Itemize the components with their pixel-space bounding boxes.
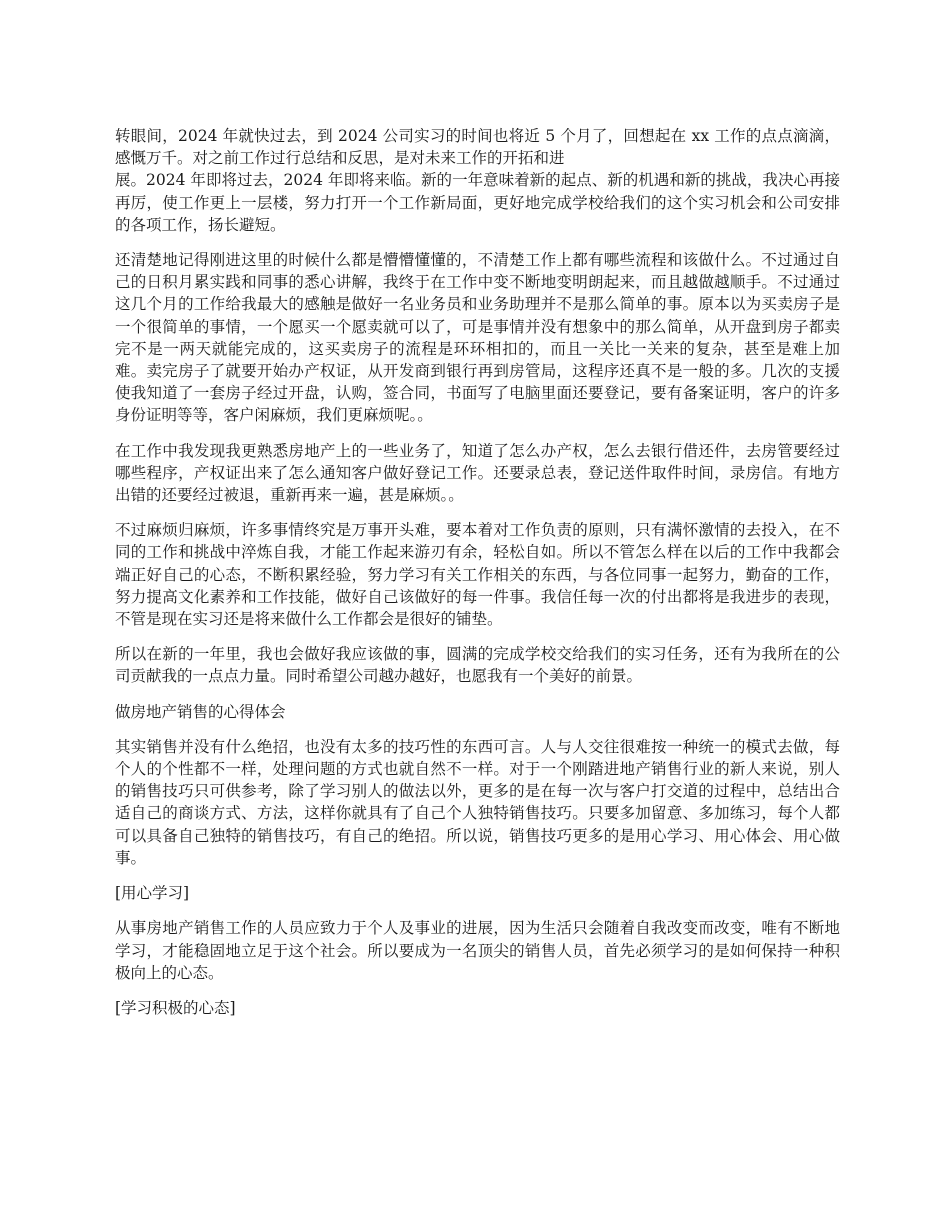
section-heading-positive-attitude: [学习积极的心态] bbox=[115, 998, 236, 1017]
paragraph-continuous-learning: 从事房地产销售工作的人员应致力于个人及事业的进展，因为生活只会随着自我改变而改变，唯有不断地学习，才能稳固地立足于这个社会。所以要成为一名顶尖的销售人员，首先必须学习的是如何保持一种积极向上的心态。 bbox=[115, 919, 840, 982]
paragraph-sales-techniques: 其实销售并没有什么绝招，也没有太多的技巧性的东西可言。人与人交往很难按一种统一的模式去做，每个人的个性都不一样，处理问题的方式也就自然不一样。对于一个刚踏进地产销售行业的新人来说，别人的销售技巧只可供参考，除了学习别人的做法以外，更多的是在每一次与客户打交道的过程中，总结出合适自己的商谈方式、方法，这样你就具有了自己个人独特销售技巧。只要多加留意、多加练习，每个人都可以具备自己独特的销售技巧，有自己的绝招。所以说，销售技巧更多的是用心学习、用心体会、用心做事。 bbox=[115, 737, 840, 867]
paragraph-attitude: 不过麻烦归麻烦，许多事情终究是万事开头难，要本着对工作负责的原则，只有满怀激情的去投入，在不同的工作和挑战中淬炼自我，才能工作起来游刃有余，轻松自如。所以不管怎么样在以后的工作中我都会端正好自己的心态，不断积累经验，努力学习有关工作相关的东西，与各位同事一起努力，勤奋的工作，努力提高文化素养和工作技能，做好自己该做好的每一件事。我信任每一次的付出都将是我进步的表现，不管是现在实习还是将来做什么工作都会是很好的铺垫。 bbox=[115, 521, 840, 629]
paragraph-new-year: 所以在新的一年里，我也会做好我应该做的事，圆满的完成学校交给我们的实习任务，还有为我所在的公司贡献我的一点点力量。同时希望公司越办越好，也愿我有一个美好的前景。 bbox=[115, 645, 840, 686]
paragraph-intro: 转眼间，2024 年就快过去，到 2024 公司实习的时间也将近 5 个月了，回想起在 xx 工作的点点滴滴，感慨万千。对之前工作过行总结和反思，是对未来工作的开拓和进 展。2024 年即将过去，2024 年即将来临。新的一年意味着新的起点、新的机遇和新的挑战，我决心再接再厉，使工作更上一层楼，努力打开一个工作新局面，更好地完成学校给我们的这个实习机会和公司安排的各项工作，扬长避短。 bbox=[115, 127, 840, 234]
paragraph-business-familiarity: 在工作中我发现我更熟悉房地产上的一些业务了，知道了怎么办产权，怎么去银行借还件，去房管要经过哪些程序，产权证出来了怎么通知客户做好登记工作。还要录总表，登记送件取件时间，录房信。有地方出错的还要经过被退，重新再来一遍，甚是麻烦。。 bbox=[115, 441, 840, 505]
paragraph-early-days: 还清楚地记得刚进这里的时候什么都是懵懵懂懂的，不清楚工作上都有哪些流程和该做什么。不过通过自己的日积月累实践和同事的悉心讲解，我终于在工作中变不断地变明朗起来，而且越做越顺手。不过通过这几个月的工作给我最大的感触是做好一名业务员和业务助理并不是那么简单的事。原本以为买卖房子是一个很简单的事情，一个愿买一个愿卖就可以了，可是事情并没有想象中的那么简单，从开盘到房子都卖完不是一两天就能完成的，这买卖房子的流程是环环相扣的，而且一关比一关来的复杂，甚至是难上加难。卖完房子了就要开始办产权证，从开发商到银行再到房管局，这程序还真不是一般的多。几次的支援使我知道了一套房子经过开盘，认购，签合同，书面写了电脑里面还要登记，要有备案证明，客户的许多身份证明等等，客户闲麻烦，我们更麻烦呢。。 bbox=[115, 251, 840, 425]
section-heading-sales-experience: 做房地产销售的心得体会 bbox=[115, 702, 286, 721]
section-heading-learn-diligently: [用心学习] bbox=[115, 884, 190, 903]
document-body bbox=[115, 125, 840, 1032]
